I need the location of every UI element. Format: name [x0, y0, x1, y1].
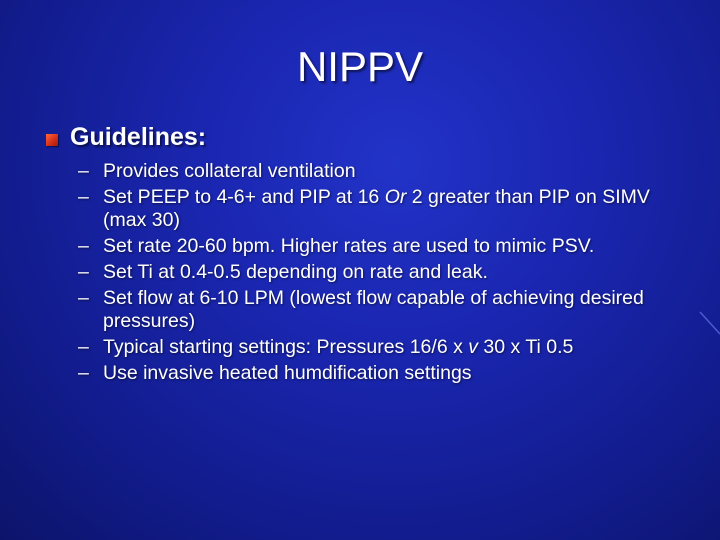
list-item-text: 30 x Ti 0.5	[478, 336, 574, 358]
guideline-list	[78, 160, 688, 388]
list-item	[78, 336, 688, 359]
list-item-text: 2 greater than PIP on SIMV (max 30)	[103, 186, 650, 231]
list-item-emphasis: v	[468, 336, 478, 358]
dash-bullet: –	[78, 287, 89, 309]
section-heading: Guidelines:	[70, 123, 207, 151]
list-item-text: Use invasive heated humdification settings	[103, 362, 472, 384]
dash-bullet: –	[78, 235, 89, 257]
dash-bullet: –	[78, 186, 89, 208]
dash-bullet: –	[78, 160, 89, 182]
list-item	[78, 186, 688, 232]
dash-bullet: –	[78, 336, 89, 358]
slide-title: NIPPV	[296, 43, 424, 90]
list-item	[78, 362, 688, 385]
square-bullet-icon	[46, 134, 58, 146]
list-item	[78, 235, 688, 258]
list-item-text: Set flow at 6-10 LPM (lowest flow capable of achieving desired pressures)	[103, 287, 644, 332]
list-item-text: Set Ti at 0.4-0.5 depending on rate and leak.	[103, 261, 488, 283]
decorative-streak	[700, 312, 720, 334]
list-item-text: Set PEEP to 4-6+ and PIP at 16	[103, 186, 385, 208]
dash-bullet: –	[78, 362, 89, 384]
list-item-text: Set rate 20-60 bpm. Higher rates are used to mimic PSV.	[103, 235, 595, 257]
list-item-emphasis: Or	[384, 186, 407, 208]
list-item	[78, 287, 688, 333]
list-item	[78, 160, 688, 183]
list-item-text: Provides collateral ventilation	[103, 160, 356, 182]
list-item-text: Typical starting settings: Pressures 16/6 x	[103, 336, 469, 358]
list-item	[78, 261, 688, 284]
dash-bullet: –	[78, 261, 89, 283]
